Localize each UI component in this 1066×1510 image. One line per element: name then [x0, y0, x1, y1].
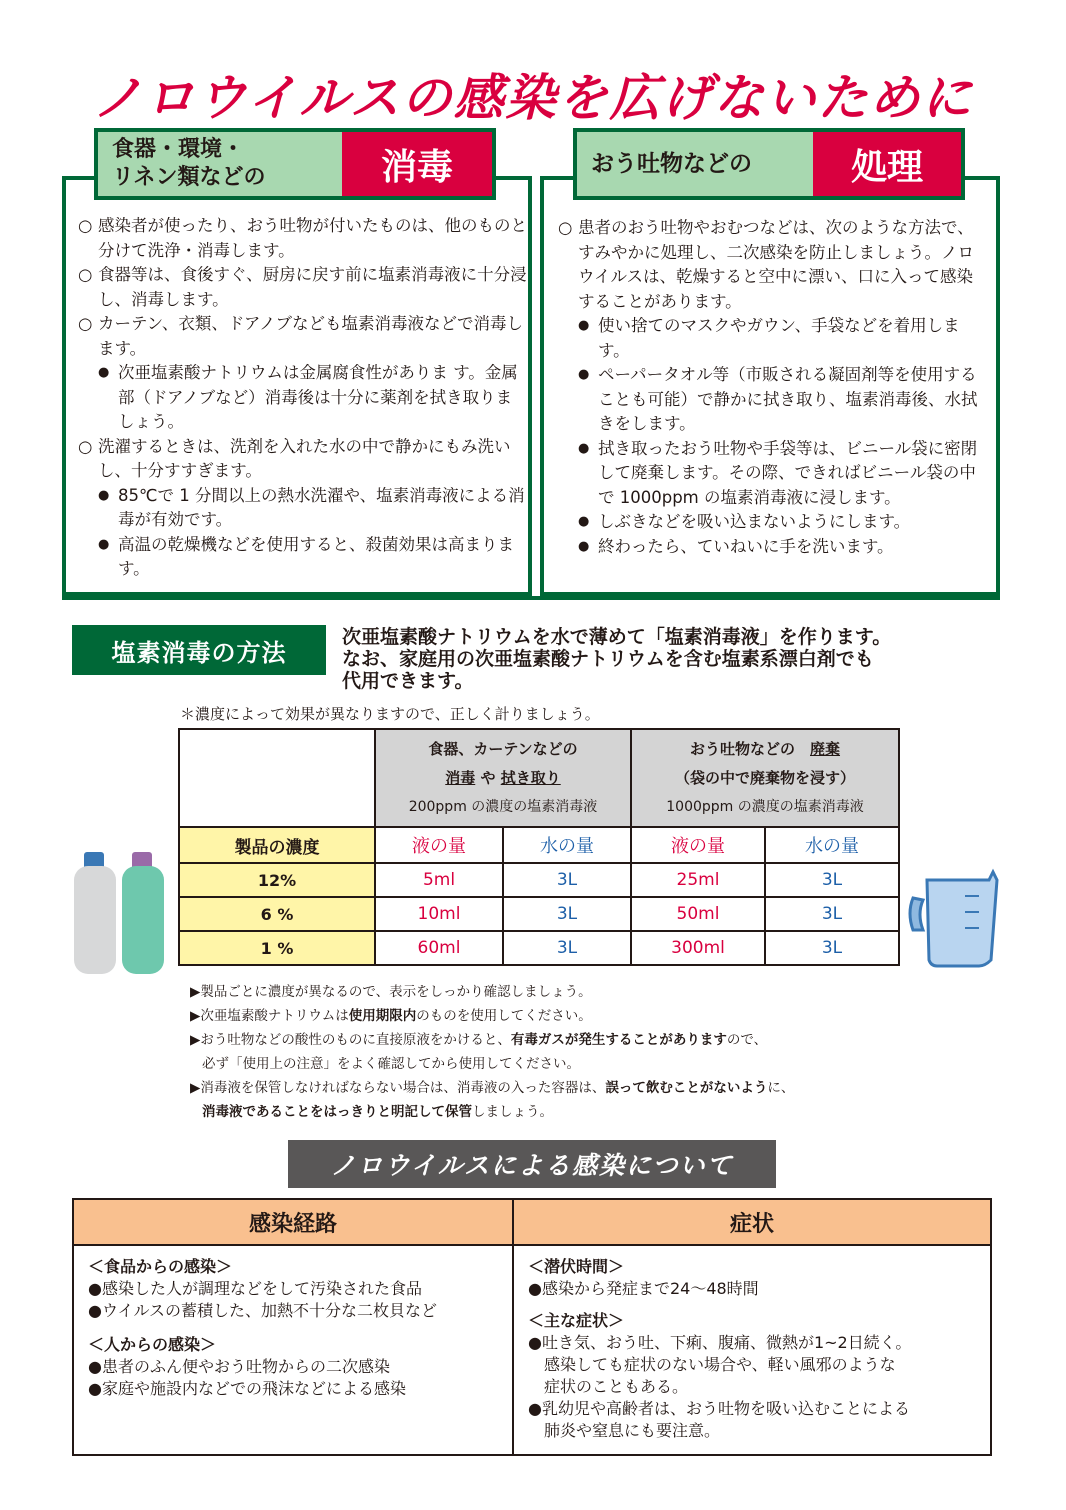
- infection-info-table: [72, 1198, 992, 1456]
- chlorine-description: 次亜塩素酸ナトリウムを水で薄めて「塩素消毒液」を作ります。 なお、家庭用の次亜塩素酸ナトリウムを含む塩素系漂白剤でも 代用できます。: [342, 626, 892, 692]
- list-item: [558, 510, 988, 535]
- bullet-dot: ●: [578, 318, 590, 333]
- list-item-text: 洗濯するときは、洗剤を入れた水の中で静かにもみ洗いし、十分すすぎます。: [98, 436, 511, 480]
- list-item-text: 拭き取ったおう吐物や手袋等は、ビニール袋に密閉して廃棄します。その際、できればビニール袋の中で 1000ppm の塩素消毒液に浸します。: [598, 438, 978, 507]
- symptom-header: 症状: [513, 1199, 991, 1245]
- table-row: 6 % 10ml 3L 50ml 3L: [179, 897, 899, 931]
- tab-label-line1: 食器・環境・: [112, 137, 245, 162]
- water-amount-header: 水の量: [765, 827, 899, 863]
- disinfection-tab: [94, 128, 496, 200]
- list-item: [78, 361, 528, 435]
- header-disinfection: 食器、カーテンなどの 消毒 や 拭き取り 200ppm の濃度の塩素消毒液: [375, 729, 631, 827]
- list-item-text: 次亜塩素酸ナトリウムは金属腐食性がありま す。金属部（ドアノブなど）消毒後は十分に薬剤を拭き取りましょう。: [118, 363, 518, 431]
- list-item: [78, 435, 528, 484]
- list-item-text: 85℃で 1 分間以上の熱水洗濯や、塩素消毒液による消毒が有効です。: [118, 485, 525, 529]
- bullet-circle: ○: [78, 314, 93, 333]
- table-row: 1 % 60ml 3L 300ml 3L: [179, 931, 899, 965]
- header-disposal: おう吐物などの 廃棄 （袋の中で廃棄物を浸す） 1000ppm の濃度の塩素消毒液: [631, 729, 899, 827]
- list-item-text: 感染者が使ったり、おう吐物が付いたものは、他のものと分けて洗浄・消毒します。: [98, 216, 527, 260]
- liquid-amount-header: 液の量: [631, 827, 765, 863]
- bullet-dot: ●: [578, 440, 590, 456]
- vomit-treatment-list: [558, 216, 988, 559]
- list-item-text: ペーパータオル等（市販される凝固剤等を使用することも可能）で静かに拭き取り、塩素消毒後、水拭きをします。: [598, 365, 978, 433]
- bullet-dot: ●: [98, 487, 110, 503]
- tab-label-line2: リネン類などの: [112, 165, 266, 190]
- tab-label-vomit: おう吐物などの: [577, 132, 813, 196]
- list-item: [78, 263, 528, 312]
- list-item: [78, 312, 528, 361]
- list-item: [558, 437, 988, 511]
- bullet-circle: ○: [558, 218, 573, 237]
- table-corner: [179, 729, 375, 827]
- route-header: 感染経路: [73, 1199, 513, 1245]
- route-content: ＜食品からの感染＞ ●感染した人が調理などをして汚染された食品 ●ウイルスの蓄積した、加熱不十分な二枚貝など ＜人からの感染＞ ●患者のふん便やおう吐物からの二次感染 ●家庭や施設内などでの飛沫などによる感染: [73, 1245, 513, 1455]
- bullet-circle: ○: [78, 265, 93, 284]
- bullet-dot: ●: [98, 365, 110, 380]
- list-item: [78, 533, 528, 582]
- bullet-dot: ●: [98, 536, 110, 552]
- list-item-text: 終わったら、ていねいに手を洗います。: [598, 536, 894, 556]
- measuring-cup-illustration: [905, 868, 1005, 968]
- list-item: [558, 535, 988, 560]
- concentration-note: ＊濃度によって効果が異なりますので、正しく計りましょう。: [180, 705, 600, 723]
- vomit-treatment-panel: [540, 176, 1000, 596]
- bullet-dot: ●: [578, 538, 590, 554]
- product-concentration-header: 製品の濃度: [179, 827, 375, 863]
- list-item-text: カーテン、衣類、ドアノブなども塩素消毒液などで消毒します。: [98, 314, 524, 358]
- caution-notes: ▶製品ごとに濃度が異なるので、表示をしっかり確認しましょう。 ▶次亜塩素酸ナトリウムは使用期限内のものを使用してください。 ▶おう吐物などの酸性のものに直接原液をかけると、有毒ガスが発生することがありますので、 必ず「使用上の注意」をよく確認してから使用してください。 ▶消毒液を保管しなければならない場合は、消毒液の入った容器は、誤って飲むことがないように、 消毒液であることをはっきりと明記して保管しましょう。: [190, 984, 795, 1120]
- symptom-content: ＜潜伏時間＞ ●感染から発症まで24〜48時間 ＜主な症状＞ ●吐き気、おう吐、下痢、腹痛、微熱が1~2日続く。 感染しても症状のない場合や、軽い風邪のような 症状のこともある。 ●乳幼児や高齢者は、おう吐物を吸い込むことによる 肺炎や窒息にも要注意。: [513, 1245, 991, 1455]
- chlorine-method-badge: 塩素消毒の方法: [72, 625, 326, 675]
- water-amount-header: 水の量: [503, 827, 631, 863]
- bullet-dot: ●: [578, 514, 590, 529]
- tab-key-disinfection: 消毒: [342, 132, 492, 196]
- green-divider: [62, 596, 1000, 600]
- list-item: [558, 216, 988, 314]
- infection-section-banner: ノロウイルスによる感染について: [288, 1140, 776, 1188]
- tab-key-treatment: 処理: [813, 132, 961, 196]
- list-item: [78, 484, 528, 533]
- list-item: [78, 214, 528, 263]
- page-title: ノロウイルスの感染を広げないために: [92, 69, 974, 127]
- liquid-amount-header: 液の量: [375, 827, 503, 863]
- disinfection-list: [78, 214, 528, 582]
- dilution-table: [178, 728, 900, 966]
- table-row: 12% 5ml 3L 25ml 3L: [179, 863, 899, 897]
- bullet-circle: ○: [78, 216, 93, 235]
- bullet-dot: ●: [578, 367, 590, 382]
- list-item-text: しぶきなどを吸い込まないようにします。: [598, 512, 911, 531]
- vomit-treatment-tab: [573, 128, 965, 200]
- bullet-circle: ○: [78, 436, 93, 456]
- list-item-text: 食器等は、食後すぐ、厨房に戻す前に塩素消毒液に十分浸し、消毒します。: [98, 265, 527, 309]
- list-item: [558, 314, 988, 363]
- disinfection-panel: [62, 176, 532, 596]
- list-item: [558, 363, 988, 437]
- list-item-text: 使い捨てのマスクやガウン、手袋などを着用します。: [598, 316, 960, 360]
- list-item-text: 患者のおう吐物やおむつなどは、次のような方法で、すみやかに処理し、二次感染を防止しましょう。ノロウイルスは、乾燥すると空中に漂い、口に入って感染することがあります。: [578, 218, 974, 311]
- list-item-text: 高温の乾燥機などを使用すると、殺菌効果は高まります。: [118, 534, 514, 578]
